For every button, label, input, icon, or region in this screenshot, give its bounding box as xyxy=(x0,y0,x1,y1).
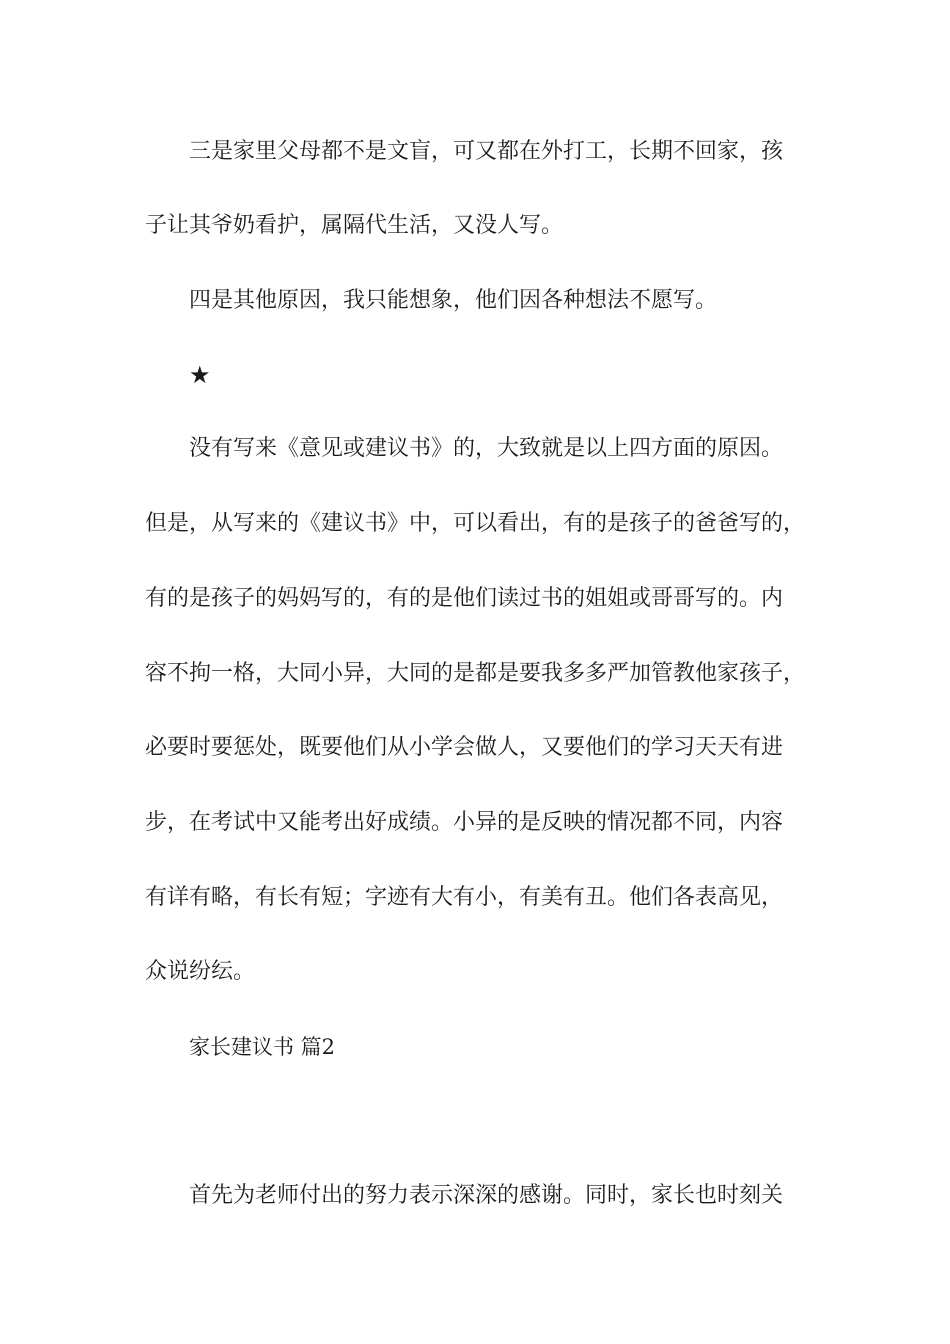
summary-line-6: 步，在考试中又能考出好成绩。小异的是反映的情况都不同，内容 xyxy=(145,810,784,835)
summary-line-2: 但是，从写来的《建议书》中，可以看出，有的是孩子的爸爸写的， xyxy=(145,511,806,536)
paragraph-3-line-2: 子让其爷奶看护，属隔代生活，又没人写。 xyxy=(145,213,564,238)
summary-line-7: 有详有略，有长有短；字迹有大有小，有美有丑。他们各表高见， xyxy=(145,885,784,910)
summary-line-8: 众说纷纭。 xyxy=(145,959,256,984)
section-heading: 家长建议书 篇2 xyxy=(189,1035,336,1059)
summary-line-1: 没有写来《意见或建议书》的，大致就是以上四方面的原因。 xyxy=(189,436,784,461)
paragraph-3-line-1: 三是家里父母都不是文盲，可又都在外打工，长期不回家，孩 xyxy=(189,139,784,164)
summary-line-3: 有的是孩子的妈妈写的，有的是他们读过书的姐姐或哥哥写的。内 xyxy=(145,586,784,611)
summary-line-5: 必要时要惩处，既要他们从小学会做人，又要他们的学习天天有进 xyxy=(145,735,784,760)
next-paragraph-line-1: 首先为老师付出的努力表示深深的感谢。同时，家长也时刻关 xyxy=(189,1183,784,1208)
summary-line-4: 容不拘一格，大同小异，大同的是都是要我多多严加管教他家孩子， xyxy=(145,661,806,686)
star-separator-icon: ★ xyxy=(189,361,211,389)
paragraph-4-line-1: 四是其他原因，我只能想象，他们因各种想法不愿写。 xyxy=(189,288,718,313)
